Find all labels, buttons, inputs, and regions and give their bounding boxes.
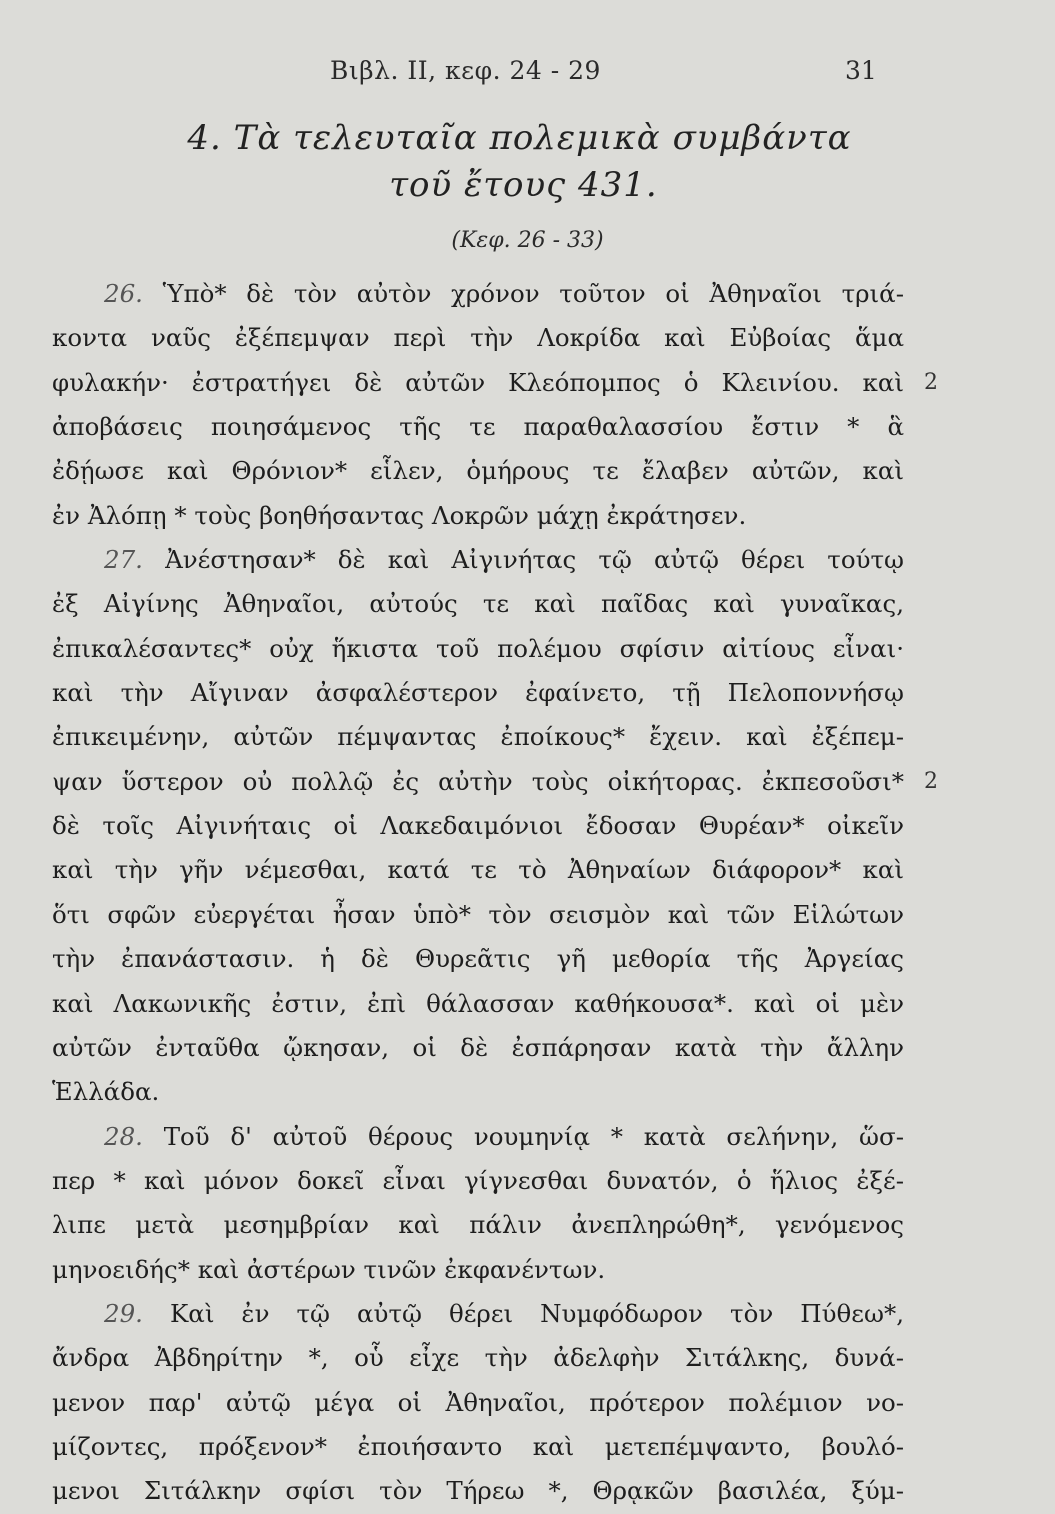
page-number: 31 <box>845 56 877 85</box>
text-line <box>52 937 904 981</box>
line-text: ἐξ Αἰγίνης Ἀθηναῖοι, αὐτούς τε καὶ παῖδας καὶ γυναῖκας, <box>52 589 904 619</box>
line-text: ἀποβάσεις ποιησάμενος τῆς τε παραθαλασσίου ἔστιν * ἃ <box>52 412 904 442</box>
line-text: δὲ τοῖς Αἰγινήταις οἱ Λακεδαιμόνιοι ἔδοσαν Θυρέαν* οἰκεῖν <box>52 811 904 841</box>
section-number: 27. <box>104 545 166 575</box>
text-line <box>52 1026 904 1070</box>
line-text: καὶ τὴν Αἴγιναν ἀσφαλέστερον ἐφαίνετο, τῇ Πελοποννήσῳ <box>52 678 904 708</box>
line-text: Ἀνέστησαν* δὲ καὶ Αἰγινήτας τῷ αὐτῷ θέρει τούτῳ <box>165 545 904 575</box>
text-line <box>52 848 904 892</box>
text-line <box>52 1469 904 1513</box>
text-line <box>52 361 938 405</box>
text-line <box>52 1070 904 1114</box>
text-line <box>52 671 904 715</box>
text-line <box>52 982 904 1026</box>
text-line <box>52 1248 904 1292</box>
line-text: ὅτι σφῶν εὐεργέται ἦσαν ὑπὸ* τὸν σεισμὸν καὶ τῶν Εἱλώτων <box>52 899 904 929</box>
section-title-line-1: 4. Τὰ τελευταῖα πολεμικὰ συμβάντα <box>187 118 852 158</box>
line-text: μενον παρ' αὐτῷ μέγα οἱ Ἀθηναῖοι, πρότερον πολέμιον νο- <box>52 1387 904 1417</box>
line-text: Ἑλλάδα. <box>52 1077 160 1107</box>
line-text: μίζοντες, πρόξενον* ἐποιήσαντο καὶ μετεπέμψαντο, βουλό- <box>52 1431 904 1461</box>
line-text: φυλακήν· ἐστρατήγει δὲ αὐτῶν Κλεόπομπος ὁ Κλεινίου. καὶ <box>52 367 904 397</box>
text-line <box>52 1425 904 1469</box>
section-number: 29. <box>104 1298 170 1328</box>
text-line <box>52 272 904 316</box>
line-text: τὴν ἐπανάστασιν. ἡ δὲ Θυρεᾶτις γῆ μεθορία τῆς Ἀργείας <box>52 944 904 974</box>
margin-number: 2 <box>924 768 938 794</box>
text-line <box>52 1115 904 1159</box>
section-title-line-2: τοῦ ἔτους 431. <box>389 165 658 205</box>
line-text: ψαν ὕστερον οὐ πολλῷ ἐς αὐτὴν τοὺς οἰκήτορας. ἐκπεσοῦσι* <box>52 766 904 796</box>
body-text <box>52 272 938 1514</box>
section-number: 26. <box>104 279 163 308</box>
line-text: Τοῦ δ' αὐτοῦ θέρους νουμηνίᾳ * κατὰ σελήνην, ὥσ- <box>163 1121 904 1151</box>
text-line <box>52 449 904 493</box>
line-text: ἐν Ἀλόπῃ * τοὺς βοηθήσαντας Λοκρῶν μάχῃ ἐκράτησεν. <box>52 500 747 530</box>
text-line <box>52 582 904 626</box>
text-line <box>52 804 904 848</box>
line-text: καὶ τὴν γῆν νέμεσθαι, κατά τε τὸ Ἀθηναίων διάφορον* καὶ <box>52 855 904 885</box>
line-text: περ * καὶ μόνον δοκεῖ εἶναι γίγνεσθαι δυνατόν, ὁ ἥλιος ἐξέ- <box>52 1165 904 1195</box>
text-line <box>52 1203 904 1247</box>
text-line <box>52 1292 904 1336</box>
line-text: Ὑπὸ* δὲ τὸν αὐτὸν χρόνον τοῦτον οἱ Ἀθηναῖοι τριά- <box>162 279 904 308</box>
line-text: λιπε μετὰ μεσημβρίαν καὶ πάλιν ἀνεπληρώθη*, γενόμενος <box>52 1210 904 1240</box>
text-line <box>52 715 904 759</box>
chapter-range: (Κεφ. 26 - 33) <box>451 228 604 253</box>
text-line <box>52 627 904 671</box>
text-line <box>52 893 904 937</box>
line-text: ἐπικαλέσαντες* οὐχ ἥκιστα τοῦ πολέμου σφίσιν αἰτίους εἶναι· <box>52 633 904 663</box>
line-text: αὐτῶν ἐνταῦθα ᾤκησαν, οἱ δὲ ἐσπάρησαν κατὰ τὴν ἄλλην <box>52 1032 904 1062</box>
running-head: Βιβλ. ΙΙ, κεφ. 24 - 29 <box>330 56 601 85</box>
section-number: 28. <box>104 1121 164 1151</box>
line-text: ἐπικειμένην, αὐτῶν πέμψαντας ἐποίκους* ἔχειν. καὶ ἐξέπεμ- <box>52 722 904 752</box>
page-header <box>0 56 1055 96</box>
text-line <box>52 1159 904 1203</box>
text-line <box>52 1381 904 1425</box>
line-text: ἐδῄωσε καὶ Θρόνιον* εἷλεν, ὁμήρους τε ἔλαβεν αὐτῶν, καὶ <box>52 456 904 486</box>
line-text: κοντα ναῦς ἐξέπεμψαν περὶ τὴν Λοκρίδα καὶ Εὐβοίας ἅμα <box>52 323 904 353</box>
line-text: ἄνδρα Ἀβδηρίτην *, οὗ εἶχε τὴν ἀδελφὴν Σιτάλκης, δυνά- <box>52 1343 904 1373</box>
text-line <box>52 1336 904 1380</box>
text-line <box>52 760 938 804</box>
text-line <box>52 494 904 538</box>
line-text: καὶ Λακωνικῆς ἐστιν, ἐπὶ θάλασσαν καθήκουσα*. καὶ οἱ μὲν <box>52 988 904 1018</box>
line-text: Καὶ ἐν τῷ αὐτῷ θέρει Νυμφόδωρον τὸν Πύθεω*, <box>169 1298 904 1328</box>
text-line <box>52 405 904 449</box>
line-text: μενοι Σιτάλκην σφίσι τὸν Τήρεω *, Θρᾳκῶν βασιλέα, ξύμ- <box>52 1476 904 1506</box>
margin-number: 2 <box>924 369 938 395</box>
text-line <box>52 316 904 360</box>
line-text: μηνοειδής* καὶ ἀστέρων τινῶν ἐκφανέντων. <box>52 1254 606 1284</box>
text-line <box>52 538 904 582</box>
